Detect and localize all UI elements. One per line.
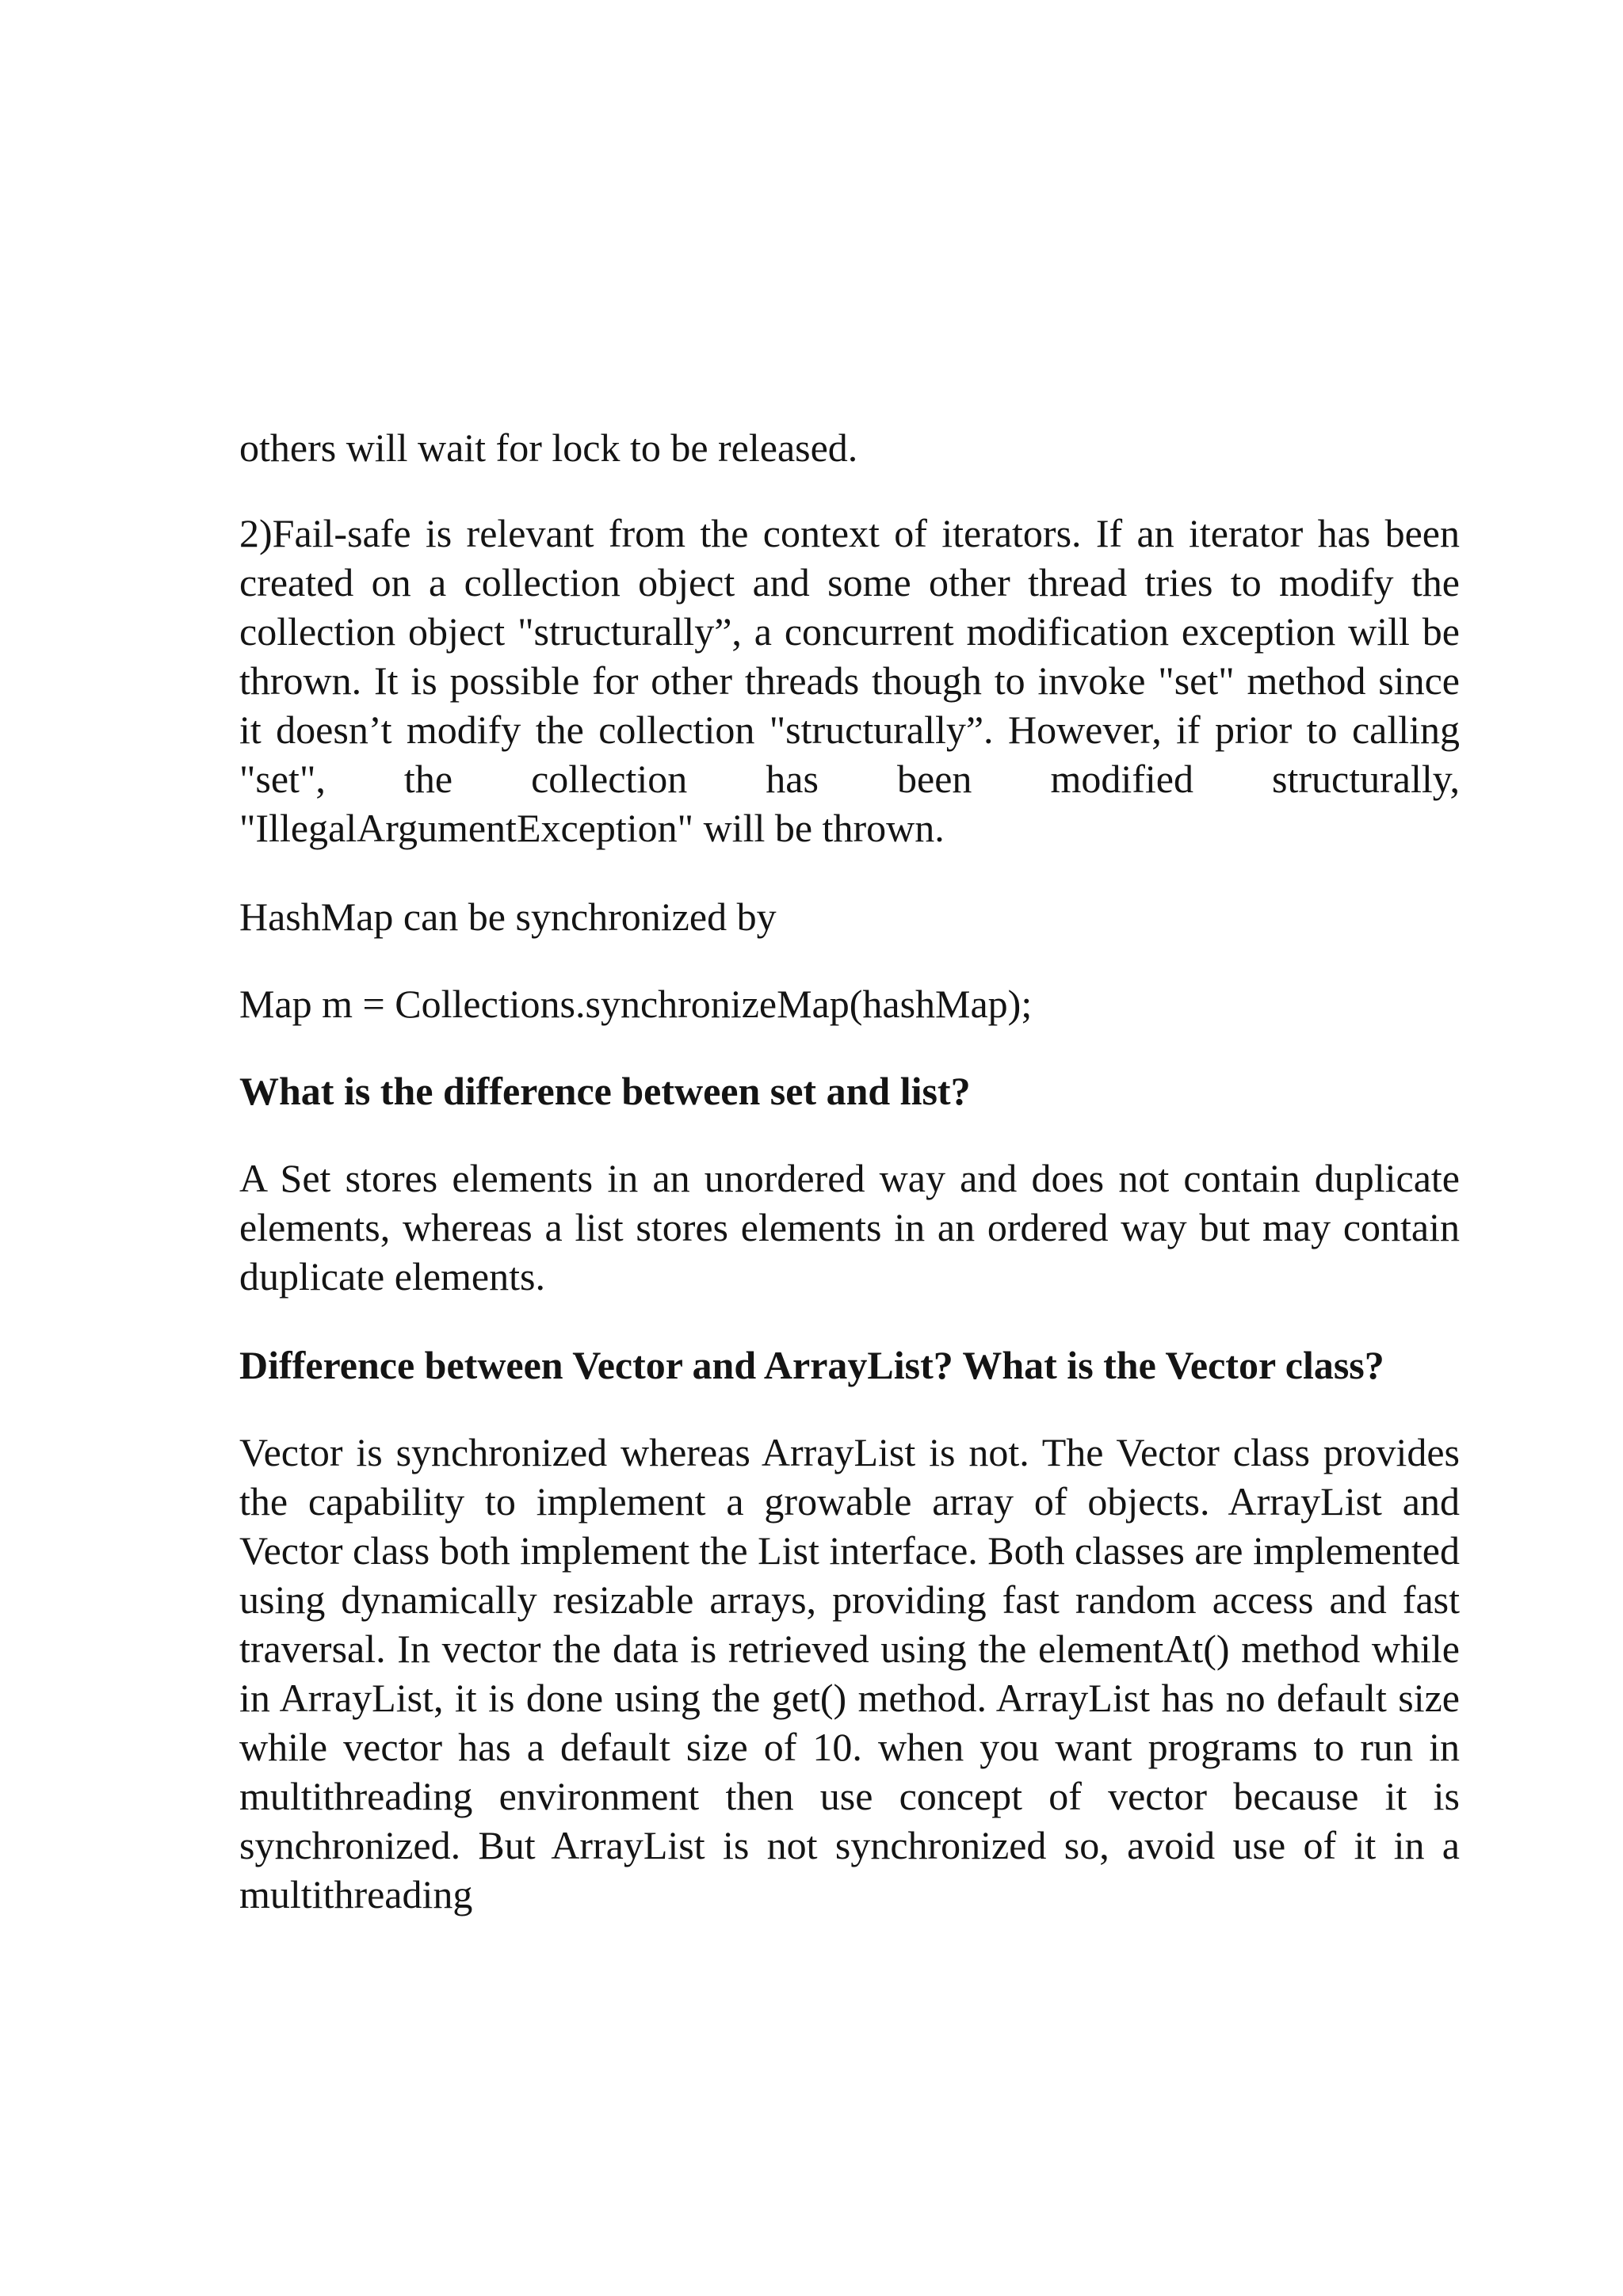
paragraph-fail-safe: 2)Fail-safe is relevant from the context of iterators. If an iterator has been created on a collection object and some other thread tries to modify the collection object "structurally”, a concurrent modification exception will be thrown. It is possible for other threads though to invoke "set" method since it doesn’t modify the collection "structurally”. However, if prior to calling "set", the collection has been modified structurally, "IllegalArgumentException" will be thrown.: [239, 511, 1460, 850]
heading-vector-vs-arraylist: Difference between Vector and ArrayList? What is the Vector class?: [239, 1343, 1384, 1387]
document-body: [239, 423, 1460, 1919]
paragraph-hashmap-sync: HashMap can be synchronized by: [239, 894, 777, 939]
paragraph-set-vs-list: A Set stores elements in an unordered way and does not contain duplicate elements, whereas a list stores elements in an ordered way but may contain duplicate elements.: [239, 1156, 1460, 1299]
heading-set-vs-list: What is the difference between set and list?: [239, 1069, 971, 1113]
paragraph-lock-release: others will wait for lock to be released.: [239, 425, 858, 470]
paragraph-vector-vs-arraylist: Vector is synchronized whereas ArrayList is not. The Vector class provides the capability to implement a growable array of objects. ArrayList and Vector class both implement the List interface. Both classes are implemented using dynamically resizable arrays, providing fast random access and fast traversal. In vector the data is retrieved using the elementAt() method while in ArrayList, it is done using the get() method. ArrayList has no default size while vector has a default size of 10. when you want programs to run in multithreading environment then use concept of vector because it is synchronized. But ArrayList is not synchronized so, avoid use of it in a multithreading: [239, 1430, 1460, 1917]
paragraph-code-example: Map m = Collections.synchronizeMap(hashMap);: [239, 982, 1033, 1026]
